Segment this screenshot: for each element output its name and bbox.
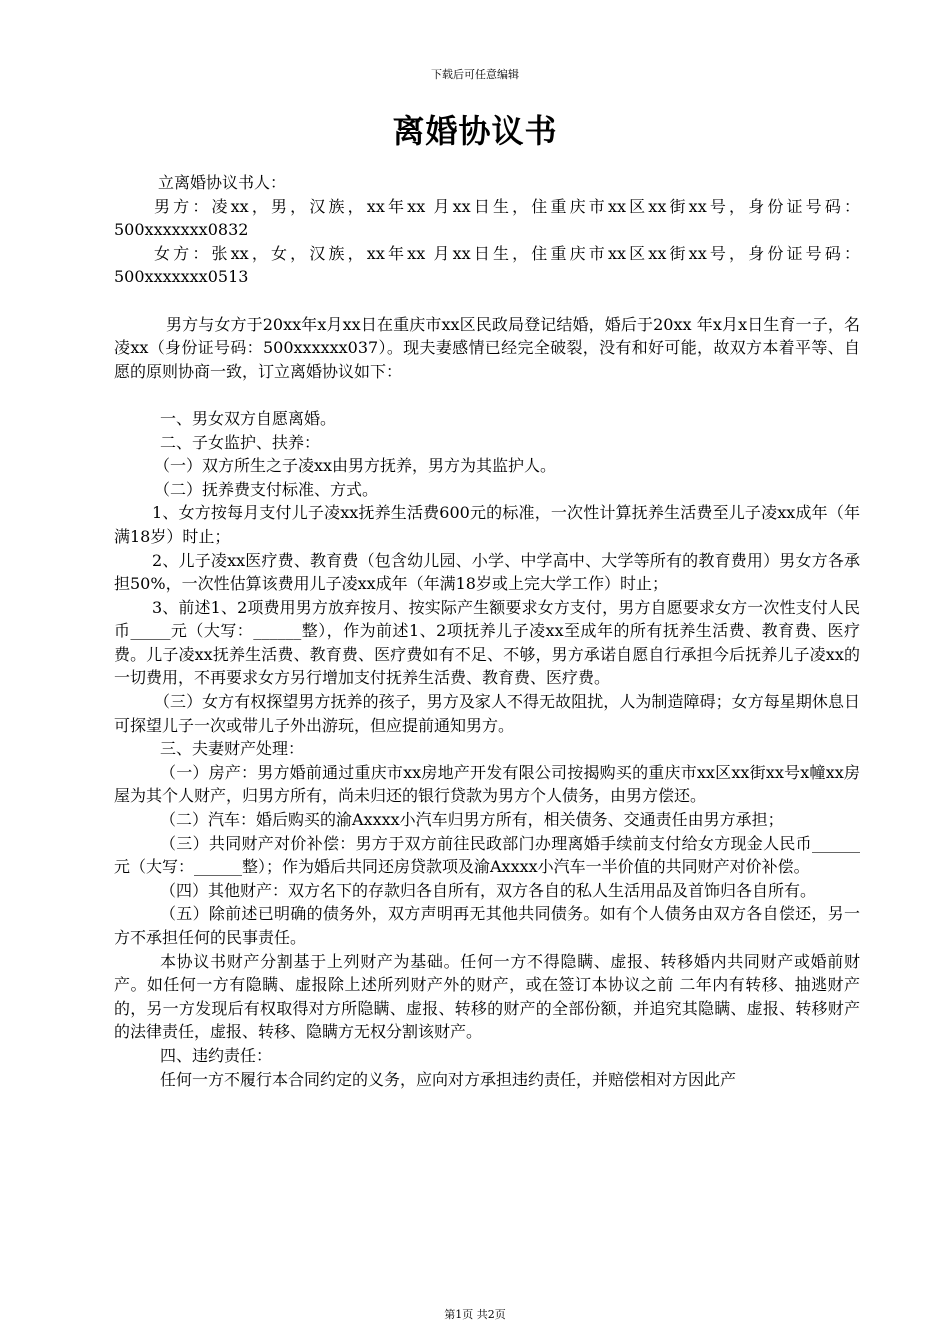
paragraph: （三）女方有权探望男方抚养的孩子，男方及家人不得无故阻扰，人为制造障碍；女方每星期休息日可探望儿子一次或带儿子外出游玩，但应提前通知男方。 — [114, 692, 860, 735]
paragraph: 3、前述1、2项费用男方放弃按月、按实际产生额要求女方支付，男方自愿要求女方一次性支付人民币_____元（大写：______整），作为前述1、2项抚养儿子凌xx至成年的所有抚养生活费、教育费、医疗费。儿子凌xx抚养生活费、教育费、医疗费如有不足、不够，男方承诺自愿自行承担今后抚养儿子凌xx的一切费用，不再要求女方另行增加支付抚养生活费、教育费、医疗费。 — [114, 597, 860, 688]
paragraph: （二）汽车：婚后购买的渝Axxxx小汽车归男方所有，相关债务、交通责任由男方承担； — [160, 810, 784, 830]
page-footer: 第1页 共2页 — [444, 1308, 506, 1321]
paragraph: （三）共同财产对价补偿：男方于双方前往民政部门办理离婚手续前支付给女方现金人民币______元（大写：______整）；作为婚后共同还房贷款项及渝Axxxx小汽车一半价值的共同财产对价补偿。 — [114, 833, 860, 877]
paragraph: 2、儿子凌xx医疗费、教育费（包含幼儿园、小学、中学高中、大学等所有的教育费用）男女方各承担50%，一次性估算该费用儿子凌xx成年（年满18岁或上完大学工作）时止； — [114, 550, 860, 594]
paragraph: 立离婚协议书人： — [158, 173, 287, 192]
paragraph: （一）双方所生之子凌xx由男方抚养，男方为其监护人。 — [154, 456, 557, 476]
paragraph: （四）其他财产：双方名下的存款归各自所有，双方各自的私人生活用品及首饰归各自所有。 — [160, 880, 817, 900]
paragraph: 男方：凌xx，男，汉族，xx年xx 月xx日生，住重庆市xx区xx街xx号，身份证号码：500xxxxxxx0832 — [114, 196, 860, 240]
blank-line — [114, 289, 860, 313]
document-body — [114, 171, 860, 1091]
paragraph: 任何一方不履行本合同约定的义务，应向对方承担违约责任，并赔偿相对方因此产 — [160, 1069, 737, 1089]
paragraph: （一）房产：男方婚前通过重庆市xx房地产开发有限公司按揭购买的重庆市xx区xx街xx号x幢xx房屋为其个人财产，归男方所有，尚未归还的银行贷款为男方个人债务，由男方偿还。 — [114, 762, 860, 806]
paragraph: 四、违约责任： — [160, 1045, 273, 1065]
paragraph: 二、子女监护、扶养： — [160, 432, 321, 452]
paragraph: 三、夫妻财产处理： — [160, 739, 305, 759]
paragraph: 本协议书财产分割基于上列财产为基础。任何一方不得隐瞒、虚报、转移婚内共同财产或婚前财产。如任何一方有隐瞒、虚报除上述所列财产外的财产，或在签订本协议之前 二年内有转移、抽逃财产的，另一方发现后有权取得对方所隐瞒、虚报、转移的财产的全部份额，并追究其隐瞒、虚报、转移财产的法律责任，虚报、转移、隐瞒方无权分割该财产。 — [114, 951, 860, 1042]
document-title: 离婚协议书 — [392, 112, 558, 150]
paragraph: 1、女方按每月支付儿子凌xx抚养生活费600元的标准，一次性计算抚养生活费至儿子凌xx成年（年满18岁）时止； — [114, 503, 860, 546]
blank-line — [114, 383, 860, 407]
paragraph: 男方与女方于20xx年x月xx日在重庆市xx区民政局登记结婚，婚后于20xx 年x月x日生育一子，名凌xx（身份证号码：500xxxxxx037）。现夫妻感情已经完全破裂，没有和好可能，故双方本着平等、自愿的原则协商一致，订立离婚协议如下： — [114, 314, 860, 381]
paragraph: （二）抚养费支付标准、方式。 — [154, 479, 379, 499]
page-header-note: 下载后可任意编辑 — [431, 68, 519, 81]
paragraph: 一、男女双方自愿离婚。 — [160, 408, 337, 428]
paragraph: 女方：张xx，女，汉族，xx年xx 月xx日生，住重庆市xx区xx街xx号，身份证号码：500xxxxxxx0513 — [114, 243, 860, 287]
paragraph: （五）除前述已明确的债务外，双方声明再无其他共同债务。如有个人债务由双方各自偿还，另一方不承担任何的民事责任。 — [114, 904, 860, 947]
